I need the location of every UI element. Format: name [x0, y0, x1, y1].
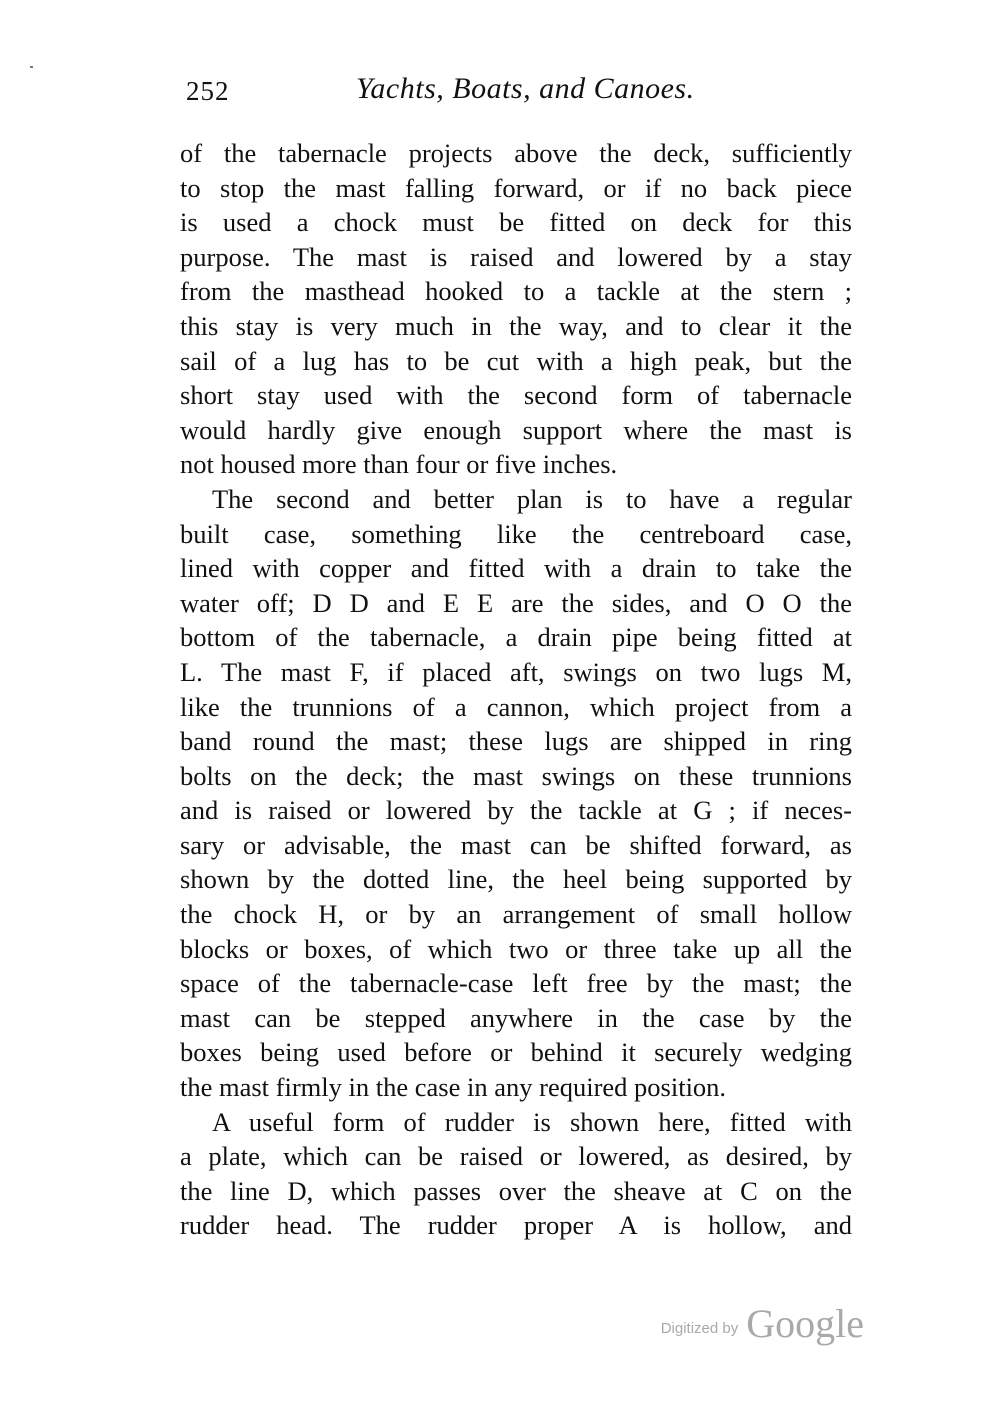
text-line: purpose. The mast is raised and lowered by a stay [180, 241, 852, 272]
text-line: bottom of the tabernacle, a drain pipe being fitted at [180, 622, 852, 653]
text-line: would hardly give enough support where the mast is [180, 414, 852, 445]
text-line: and is raised or lowered by the tackle at G ; if neces- [180, 795, 852, 826]
text-line: the chock H, or by an arrangement of small hollow [180, 899, 852, 930]
paragraph-first-line: The second and better plan is to have a regular [212, 483, 852, 514]
text-line: built case, something like the centreboard case, [180, 518, 852, 549]
text-line: not housed more than four or five inches. [180, 449, 618, 480]
text-line: sary or advisable, the mast can be shifted forward, as [180, 829, 852, 860]
text-line: water off; D D and E E are the sides, and O O the [180, 587, 852, 618]
text-line: bolts on the deck; the mast swings on these trunnions [180, 760, 852, 791]
running-header [186, 70, 848, 114]
text-line: short stay used with the second form of tabernacle [180, 380, 852, 411]
text-line: this stay is very much in the way, and to clear it the [180, 310, 852, 341]
text-line: lined with copper and fitted with a drain to take the [180, 553, 852, 584]
text-line: of the tabernacle projects above the deck, sufficiently [180, 138, 852, 168]
text-line: is used a chock must be fitted on deck for this [180, 207, 852, 238]
running-title: Yachts, Boats, and Canoes. [356, 72, 695, 105]
text-line: shown by the dotted line, the heel being supported by [180, 864, 852, 895]
watermark-prefix: Digitized by [660, 1320, 739, 1337]
text-line: boxes being used before or behind it securely wedging [180, 1037, 852, 1068]
body-text [180, 136, 852, 1243]
text-line: rudder head. The rudder proper A is hollow, and [180, 1210, 852, 1241]
text-line: to stop the mast falling forward, or if no back piece [180, 172, 852, 203]
scan-speck [30, 66, 33, 68]
text-line: L. The mast F, if placed aft, swings on two lugs M, [180, 656, 852, 687]
text-line: a plate, which can be raised or lowered, as desired, by [180, 1141, 852, 1172]
text-line: from the masthead hooked to a tackle at the stern ; [180, 276, 852, 307]
text-line: band round the mast; these lugs are shipped in ring [180, 726, 852, 757]
text-line: space of the tabernacle-case left free by the mast; the [180, 968, 852, 999]
text-line: the mast firmly in the case in any required position. [180, 1072, 727, 1103]
watermark-brand: Google [746, 1301, 864, 1346]
page-number: 252 [186, 76, 230, 106]
text-line: the line D, which passes over the sheave at C on the [180, 1175, 852, 1206]
text-line: blocks or boxes, of which two or three take up all the [180, 933, 852, 964]
paragraph-first-line: A useful form of rudder is shown here, fitted with [212, 1106, 852, 1137]
text-line: mast can be stepped anywhere in the case by the [180, 1002, 852, 1033]
digitized-by-google-watermark [661, 1300, 864, 1347]
text-line: sail of a lug has to be cut with a high peak, but the [180, 345, 852, 376]
text-line: like the trunnions of a cannon, which project from a [180, 691, 852, 722]
